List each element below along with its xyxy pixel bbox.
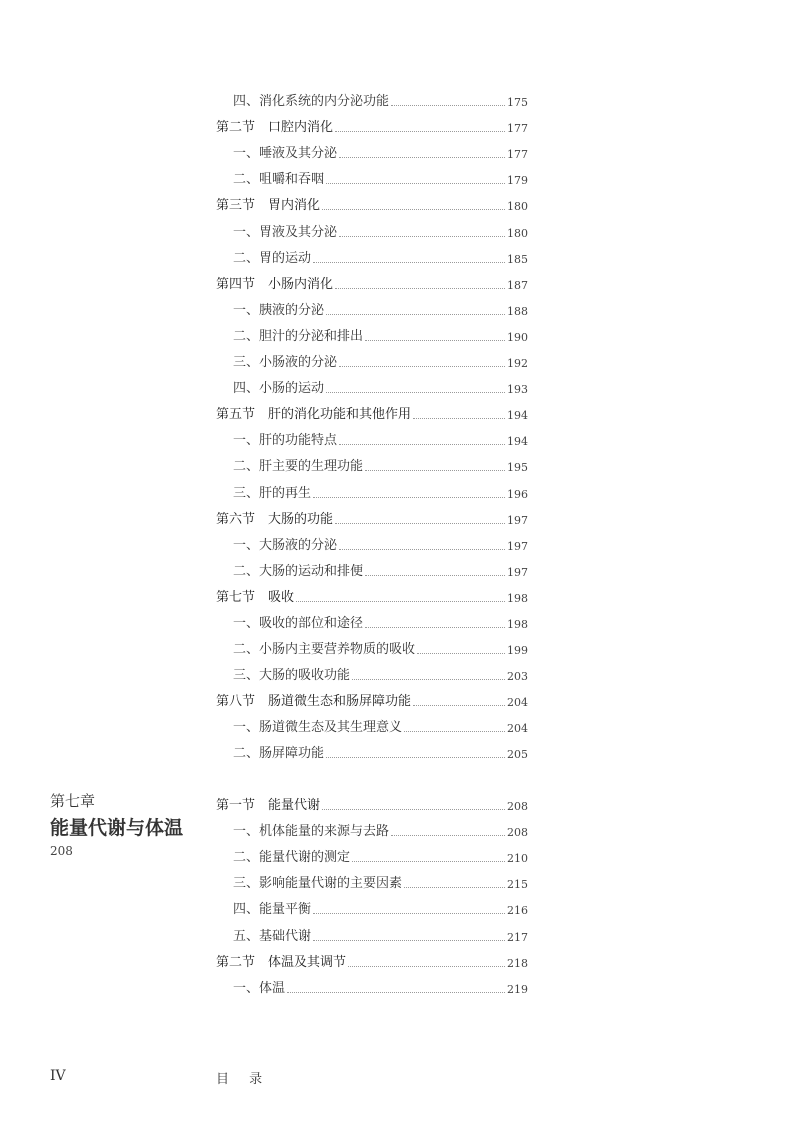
- toc-subsection-entry[interactable]: [216, 736, 528, 762]
- toc-subsection-entry[interactable]: [216, 918, 528, 944]
- toc-entry-page-number: 215: [507, 878, 528, 892]
- toc-section-entry[interactable]: [216, 502, 528, 528]
- toc-entry-page-number: 177: [507, 148, 528, 162]
- toc-entry-label: 二、肝主要的生理功能: [233, 459, 364, 475]
- toc-entry-label: 二、大肠的运动和排便: [233, 563, 364, 579]
- toc-entry-label: 一、吸收的部位和途径: [233, 615, 364, 631]
- toc-section-entry[interactable]: [216, 188, 528, 214]
- toc-entry-label: 三、小肠液的分泌: [233, 355, 338, 371]
- chapter-page-number: 208: [50, 844, 73, 858]
- toc-section-entry[interactable]: [216, 945, 528, 971]
- toc-entry-page-number: 199: [507, 644, 528, 658]
- toc-subsection-entry[interactable]: [216, 371, 528, 397]
- dot-leader: [335, 131, 505, 132]
- toc-entry-label: 四、能量平衡: [233, 902, 312, 918]
- toc-entry-page-number: 197: [507, 565, 528, 579]
- dot-leader: [413, 418, 505, 419]
- toc-entry-label: 一、肠道微生态及其生理意义: [233, 720, 403, 736]
- toc-entry-page-number: 187: [507, 278, 528, 292]
- toc-subsection-entry[interactable]: [216, 162, 528, 188]
- toc-entry-label: 二、能量代谢的测定: [233, 850, 351, 866]
- toc-entry-page-number: 208: [507, 826, 528, 840]
- toc-subsection-entry[interactable]: [216, 241, 528, 267]
- toc-subsection-entry[interactable]: [216, 423, 528, 449]
- toc-entry-page-number: 177: [507, 122, 528, 136]
- toc-subsection-entry[interactable]: [216, 840, 528, 866]
- dot-leader: [326, 183, 505, 184]
- dot-leader: [348, 966, 505, 967]
- toc-entry-label: 一、大肠液的分泌: [233, 537, 338, 553]
- dot-leader: [417, 653, 505, 654]
- toc-entry-label: 二、胆汁的分泌和排出: [233, 328, 364, 344]
- dot-leader: [326, 314, 505, 315]
- toc-subsection-entry[interactable]: [216, 606, 528, 632]
- dot-leader: [287, 992, 505, 993]
- toc-subsection-entry[interactable]: [216, 554, 528, 580]
- toc-subsection-entry[interactable]: [216, 293, 528, 319]
- toc-subsection-entry[interactable]: [216, 84, 528, 110]
- dot-leader: [339, 366, 505, 367]
- toc-entry-page-number: 197: [507, 513, 528, 527]
- dot-leader: [413, 705, 505, 706]
- dot-leader: [339, 444, 505, 445]
- toc-subsection-entry[interactable]: [216, 971, 528, 997]
- dot-leader: [365, 627, 505, 628]
- toc-entry-label: 五、基础代谢: [233, 928, 312, 944]
- toc-entry-label: 一、机体能量的来源与去路: [233, 824, 390, 840]
- dot-leader: [322, 809, 505, 810]
- toc-entry-label: 三、影响能量代谢的主要因素: [233, 876, 403, 892]
- dot-leader: [365, 470, 505, 471]
- toc-entry-page-number: 195: [507, 461, 528, 475]
- dot-leader: [391, 835, 505, 836]
- toc-entry-page-number: 185: [507, 252, 528, 266]
- dot-leader: [391, 105, 505, 106]
- toc-entry-label: 一、体温: [233, 980, 286, 996]
- toc-subsection-entry[interactable]: [216, 319, 528, 345]
- toc-subsection-entry[interactable]: [216, 449, 528, 475]
- dot-leader: [326, 757, 505, 758]
- toc-subsection-entry[interactable]: [216, 345, 528, 371]
- toc-subsection-entry[interactable]: [216, 632, 528, 658]
- toc-entry-label: 第五节 肝的消化功能和其他作用: [216, 407, 412, 423]
- chapter-title: 能量代谢与体温: [50, 817, 184, 839]
- toc-entry-label: 第三节 胃内消化: [216, 198, 321, 214]
- toc-section-entry[interactable]: [216, 788, 528, 814]
- toc-entry-page-number: 208: [507, 800, 528, 814]
- dot-leader: [365, 340, 505, 341]
- toc-entry-page-number: 210: [507, 852, 528, 866]
- dot-leader: [352, 861, 505, 862]
- toc-entry-page-number: 196: [507, 487, 528, 501]
- toc-entry-label: 一、胃液及其分泌: [233, 224, 338, 240]
- toc-entry-label: 第一节 能量代谢: [216, 798, 321, 814]
- toc-entry-page-number: 175: [507, 96, 528, 110]
- dot-leader: [335, 288, 505, 289]
- toc-entry-label: 一、唾液及其分泌: [233, 146, 338, 162]
- dot-leader: [313, 913, 505, 914]
- toc-entry-page-number: 218: [507, 956, 528, 970]
- toc-entry-page-number: 180: [507, 200, 528, 214]
- dot-leader: [339, 157, 505, 158]
- toc-entry-label: 第四节 小肠内消化: [216, 276, 334, 292]
- toc-block-1: [216, 84, 528, 762]
- toc-entry-page-number: 198: [507, 591, 528, 605]
- toc-entry-page-number: 217: [507, 930, 528, 944]
- toc-entry-page-number: 180: [507, 226, 528, 240]
- toc-entry-page-number: 198: [507, 617, 528, 631]
- dot-leader: [335, 523, 505, 524]
- dot-leader: [313, 262, 505, 263]
- toc-section-entry[interactable]: [216, 267, 528, 293]
- toc-subsection-entry[interactable]: [216, 866, 528, 892]
- toc-entry-label: 二、咀嚼和吞咽: [233, 172, 325, 188]
- toc-subsection-entry[interactable]: [216, 475, 528, 501]
- toc-entry-page-number: 203: [507, 670, 528, 684]
- toc-subsection-entry[interactable]: [216, 892, 528, 918]
- dot-leader: [313, 497, 505, 498]
- toc-entry-label: 二、胃的运动: [233, 250, 312, 266]
- running-title: 目 录: [216, 1072, 271, 1087]
- toc-entry-label: 一、胰液的分泌: [233, 302, 325, 318]
- toc-entry-label: 三、肝的再生: [233, 485, 312, 501]
- toc-section-entry[interactable]: [216, 110, 528, 136]
- toc-entry-label: 第二节 体温及其调节: [216, 954, 347, 970]
- toc-section-entry[interactable]: [216, 684, 528, 710]
- toc-entry-label: 四、消化系统的内分泌功能: [233, 94, 390, 110]
- toc-entry-page-number: 192: [507, 357, 528, 371]
- toc-entry-page-number: 197: [507, 539, 528, 553]
- toc-entry-page-number: 216: [507, 904, 528, 918]
- toc-subsection-entry[interactable]: [216, 214, 528, 240]
- dot-leader: [365, 575, 505, 576]
- page-folio: IV: [50, 1068, 66, 1084]
- chapter-number: 第七章: [50, 792, 96, 810]
- toc-entry-page-number: 188: [507, 304, 528, 318]
- toc-entry-page-number: 193: [507, 383, 528, 397]
- toc-entry-page-number: 194: [507, 435, 528, 449]
- toc-entry-page-number: 204: [507, 722, 528, 736]
- toc-entry-label: 第八节 肠道微生态和肠屏障功能: [216, 694, 412, 710]
- toc-entry-page-number: 194: [507, 409, 528, 423]
- toc-entry-label: 三、大肠的吸收功能: [233, 668, 351, 684]
- toc-block-2: [216, 788, 528, 997]
- dot-leader: [352, 679, 505, 680]
- dot-leader: [322, 209, 505, 210]
- toc-entry-label: 第七节 吸收: [216, 589, 295, 605]
- dot-leader: [313, 940, 505, 941]
- toc-entry-page-number: 205: [507, 748, 528, 762]
- toc-entry-label: 四、小肠的运动: [233, 381, 325, 397]
- toc-entry-page-number: 219: [507, 982, 528, 996]
- toc-section-entry[interactable]: [216, 580, 528, 606]
- toc-entry-page-number: 190: [507, 330, 528, 344]
- chapter-heading: [50, 791, 183, 859]
- toc-entry-label: 第二节 口腔内消化: [216, 120, 334, 136]
- toc-entry-page-number: 204: [507, 696, 528, 710]
- dot-leader: [296, 601, 505, 602]
- toc-subsection-entry[interactable]: [216, 528, 528, 554]
- dot-leader: [404, 731, 505, 732]
- toc-subsection-entry[interactable]: [216, 658, 528, 684]
- dot-leader: [339, 549, 505, 550]
- toc-subsection-entry[interactable]: [216, 814, 528, 840]
- toc-section-entry[interactable]: [216, 397, 528, 423]
- dot-leader: [339, 236, 505, 237]
- dot-leader: [326, 392, 505, 393]
- toc-entry-label: 第六节 大肠的功能: [216, 511, 334, 527]
- toc-entry-label: 二、肠屏障功能: [233, 746, 325, 762]
- toc-entry-label: 二、小肠内主要营养物质的吸收: [233, 642, 416, 658]
- dot-leader: [404, 887, 505, 888]
- toc-subsection-entry[interactable]: [216, 710, 528, 736]
- toc-entry-label: 一、肝的功能特点: [233, 433, 338, 449]
- toc-entry-page-number: 179: [507, 174, 528, 188]
- toc-subsection-entry[interactable]: [216, 136, 528, 162]
